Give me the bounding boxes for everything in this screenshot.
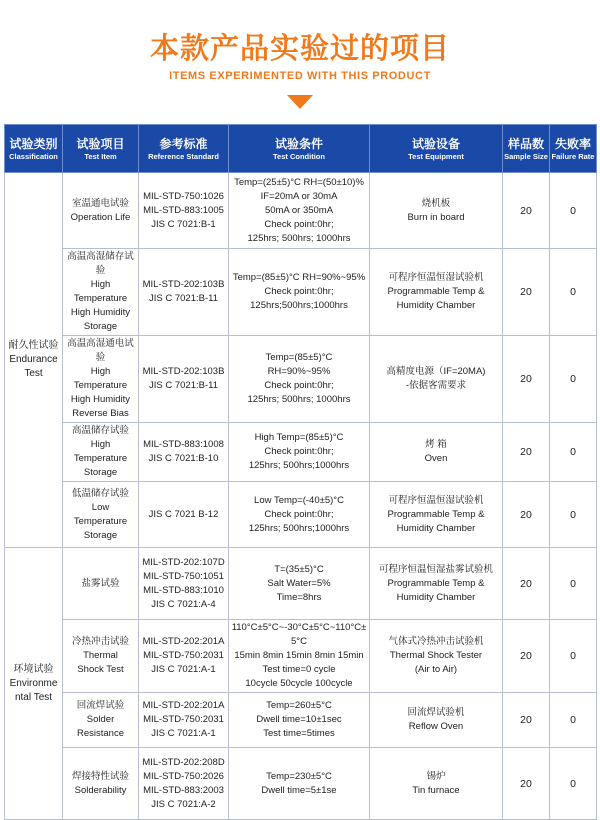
column-header-cn: 试验设备 (411, 136, 460, 151)
equipment-line: Tin furnace (412, 784, 460, 796)
sample-size-cell: 20 (503, 748, 550, 820)
condition-line: 10cycle 50cycle 100cycle (245, 678, 353, 689)
standard-line: MIL-STD-750:1051 (143, 570, 224, 582)
column-header (5, 125, 63, 173)
condition-line: 110°C±5°C~-30°C±5°C~110°C±5°C (231, 622, 367, 647)
standard-line: JIS C 7021:B-11 (148, 380, 218, 391)
column-header-en: Reference Standard (148, 151, 219, 161)
page-header (0, 0, 600, 122)
standard-cell (139, 249, 229, 336)
condition-line: Test time=0 cycle (262, 664, 336, 675)
condition-line: Temp=(85±5)°C RH=90%~95% (232, 272, 366, 283)
column-header-cn: 试验类别 (9, 136, 58, 151)
standard-line: JIS C 7021 B-12 (148, 508, 219, 520)
condition-line: 125hrs; 500hrs;1000hrs (248, 522, 350, 534)
condition-line: 125hrs; 500hrs; 1000hrs (247, 394, 351, 405)
equipment-cell (370, 336, 503, 423)
standard-line: MIL-STD-883:1005 (143, 204, 224, 216)
standard-cell (139, 482, 229, 548)
condition-line: Temp=230±5°C (266, 770, 332, 782)
test-item-line: High Humidity (70, 307, 131, 318)
standard-cell (139, 693, 229, 748)
standard-line: JIS C 7021:A-1 (151, 664, 216, 675)
standard-line: JIS C 7021:B-10 (148, 453, 219, 464)
column-header (229, 125, 370, 173)
test-item-line: 高温高湿通电试验 (67, 338, 134, 363)
standard-line: JIS C 7021:B-1 (151, 218, 216, 230)
failure-rate-cell: 0 (550, 249, 597, 336)
equipment-line: 回流焊试验机 (407, 707, 465, 718)
standard-line: MIL-STD-202:201A (142, 636, 225, 647)
condition-line: High Temp=(85±5)°C (254, 432, 344, 443)
table-row (5, 173, 597, 249)
equipment-line: Programmable Temp & (387, 286, 485, 297)
standard-line: JIS C 7021:A-4 (151, 598, 216, 610)
condition-line: Check point:0hr; (264, 508, 334, 520)
equipment-line: 可程序恒温恒湿盐雾试验机 (378, 563, 493, 575)
standard-cell (139, 173, 229, 249)
equipment-line: Burn in board (407, 211, 465, 223)
equipment-line: Oven (424, 453, 448, 464)
test-item-cell (63, 173, 139, 249)
failure-rate-cell: 0 (550, 748, 597, 820)
table-row (5, 620, 597, 693)
column-header (63, 125, 139, 173)
failure-rate-cell: 0 (550, 423, 597, 482)
condition-line: 50mA or 350mA (264, 204, 334, 216)
standard-line: MIL-STD-202:201A (142, 700, 225, 711)
table-header-row (5, 125, 597, 173)
equipment-cell (370, 548, 503, 620)
condition-line: Low Temp=(-40±5)°C (254, 494, 344, 506)
condition-line: RH=90%~95% (267, 366, 331, 377)
standard-line: JIS C 7021:B-11 (148, 293, 218, 304)
failure-rate-cell: 0 (550, 548, 597, 620)
test-item-cell (63, 336, 139, 423)
test-item-line: 盐雾试验 (81, 577, 120, 589)
column-header (503, 125, 550, 173)
column-header-en: Classification (9, 151, 58, 161)
condition-line: Dwell time=5±1se (261, 784, 337, 796)
table-row (5, 336, 597, 423)
test-item-line: 低温储存试验 (71, 487, 129, 499)
column-header (370, 125, 503, 173)
test-item-line: Shock Test (77, 664, 124, 675)
table-body (5, 173, 597, 820)
test-item-line: Reverse Bias (72, 408, 129, 419)
column-header-en: Test Condition (273, 151, 325, 161)
test-item-line: Low Temperature (73, 501, 128, 527)
column-header-en: Failure Rate (551, 151, 595, 161)
equipment-line: Humidity Chamber (396, 522, 476, 534)
condition-line: Check point:0hr; (264, 286, 334, 297)
equipment-cell (370, 748, 503, 820)
test-item-line: Solder Resistance (77, 714, 124, 739)
equipment-line: Reflow Oven (408, 721, 464, 732)
equipment-line: 烤 箱 (425, 439, 447, 450)
condition-cell (229, 748, 370, 820)
condition-line: 125hrs; 500hrs; 1000hrs (247, 232, 351, 244)
condition-line: Test time=5times (263, 728, 335, 739)
sample-size-cell: 20 (503, 336, 550, 423)
standard-line: MIL-STD-750:2031 (143, 714, 224, 725)
condition-line: Temp=260±5°C (266, 700, 332, 711)
table-row (5, 482, 597, 548)
test-item-line: Thermal (83, 650, 118, 661)
failure-rate-cell: 0 (550, 693, 597, 748)
page-subtitle: ITEMS EXPERIMENTED WITH THIS PRODUCT (169, 70, 431, 82)
standard-cell (139, 336, 229, 423)
sample-size-cell: 20 (503, 548, 550, 620)
standard-line: MIL-STD-202:208D (142, 756, 225, 768)
standard-line: JIS C 7021:A-2 (151, 798, 216, 810)
sample-size-cell: 20 (503, 482, 550, 548)
category-line: 耐久性试验 (8, 340, 59, 351)
equipment-line: 高精度电源（IF=20MA) (386, 366, 486, 377)
equipment-line: 可程序恒温恒湿试验机 (388, 272, 484, 283)
equipment-line: Programmable Temp & (387, 508, 485, 520)
condition-line: Temp=(85±5)°C (265, 352, 333, 363)
table-row (5, 423, 597, 482)
category-line: Test (24, 368, 43, 379)
column-header-cn: 失败率 (554, 136, 591, 151)
condition-line: Check point:0hr; (264, 380, 334, 391)
category-line: 环境试验 (13, 663, 54, 675)
condition-cell (229, 336, 370, 423)
category-cell (5, 548, 63, 820)
failure-rate-cell: 0 (550, 173, 597, 249)
equipment-cell (370, 423, 503, 482)
test-item-line: Storage (83, 321, 118, 332)
standard-line: MIL-STD-202:103B (142, 366, 225, 377)
test-item-cell (63, 620, 139, 693)
condition-cell (229, 423, 370, 482)
condition-cell (229, 482, 370, 548)
standard-line: MIL-STD-750:1026 (143, 190, 224, 202)
standard-cell (139, 548, 229, 620)
test-item-line: High Humidity (70, 394, 131, 405)
equipment-line: Programmable Temp & (387, 577, 485, 589)
column-header (139, 125, 229, 173)
standard-line: MIL-STD-883:2003 (143, 784, 224, 796)
test-item-line: High Temperature (73, 439, 128, 464)
test-item-line: High Temperature (73, 279, 128, 304)
test-item-line: Storage (83, 529, 118, 541)
condition-line: Dwell time=10±1sec (256, 714, 342, 725)
standard-line: MIL-STD-750:2031 (143, 650, 224, 661)
condition-line: Temp=(25±5)°C RH=(50±10)% (234, 176, 364, 188)
condition-line: Time=8hrs (276, 591, 322, 603)
condition-line: Check point:0hr; (264, 446, 334, 457)
column-header-en: Sample Size (504, 151, 548, 161)
equipment-line: 气体式冷热冲击试验机 (388, 636, 484, 647)
standard-line: MIL-STD-883:1008 (143, 439, 224, 450)
standard-cell (139, 748, 229, 820)
condition-line: Salt Water=5% (267, 577, 331, 589)
test-item-line: 室温通电试验 (71, 197, 129, 209)
standard-line: MIL-STD-750:2026 (143, 770, 224, 782)
test-item-cell (63, 249, 139, 336)
sample-size-cell: 20 (503, 423, 550, 482)
sample-size-cell: 20 (503, 620, 550, 693)
test-item-line: Storage (83, 467, 118, 478)
category-line: Endurance (9, 354, 58, 365)
equipment-line: -依据客需要求 (405, 380, 467, 391)
standard-line: MIL-STD-883:1010 (143, 584, 224, 596)
equipment-line: Thermal Shock Tester (389, 650, 483, 661)
standard-line: JIS C 7021:A-1 (151, 728, 216, 739)
test-item-line: 高温储存试验 (71, 425, 129, 436)
condition-line: 125hrs;500hrs;1000hrs (250, 300, 348, 311)
column-header-en: Test Item (84, 151, 117, 161)
condition-cell (229, 173, 370, 249)
standard-line: MIL-STD-202:103B (142, 279, 225, 290)
standard-cell (139, 423, 229, 482)
test-item-cell (63, 482, 139, 548)
condition-line: IF=20mA or 30mA (260, 190, 338, 202)
equipment-cell (370, 173, 503, 249)
sample-size-cell: 20 (503, 173, 550, 249)
equipment-cell (370, 482, 503, 548)
test-item-line: 冷热冲击试验 (71, 636, 129, 647)
condition-cell (229, 693, 370, 748)
condition-line: Check point:0hr; (264, 218, 334, 230)
condition-cell (229, 620, 370, 693)
down-arrow-icon (287, 95, 313, 109)
page-title: 本款产品实验过的项目 (149, 31, 450, 65)
column-header-cn: 参考标准 (159, 136, 208, 151)
condition-line: 125hrs; 500hrs;1000hrs (248, 460, 350, 471)
test-item-cell (63, 748, 139, 820)
equipment-cell (370, 249, 503, 336)
standard-cell (139, 620, 229, 693)
failure-rate-cell: 0 (550, 482, 597, 548)
test-item-line: High Temperature (73, 366, 128, 391)
test-item-line: 焊接特性试验 (71, 770, 129, 782)
test-item-line: Operation Life (70, 211, 131, 223)
test-item-cell (63, 693, 139, 748)
condition-cell (229, 249, 370, 336)
category-line: ntal Test (14, 691, 53, 703)
category-cell (5, 173, 63, 548)
condition-line: T=(35±5)°C (274, 563, 324, 575)
table-row (5, 249, 597, 336)
column-header-cn: 试验条件 (274, 136, 323, 151)
column-header-cn: 样品数 (507, 136, 544, 151)
test-item-cell (63, 548, 139, 620)
table-row (5, 748, 597, 820)
standard-line: MIL-STD-202:107D (142, 556, 225, 568)
column-header-en: Test Equipment (408, 151, 464, 161)
equipment-line: 锡炉 (426, 770, 446, 782)
test-item-cell (63, 423, 139, 482)
equipment-cell (370, 620, 503, 693)
test-item-line: 高温高湿储存试验 (67, 251, 134, 276)
table-row (5, 693, 597, 748)
test-item-line: Solderability (74, 784, 127, 796)
condition-cell (229, 548, 370, 620)
equipment-line: (Air to Air) (414, 664, 458, 675)
condition-line: 15min 8min 15min 8min 15min (234, 650, 364, 661)
column-header-cn: 试验项目 (76, 136, 125, 151)
column-header (550, 125, 597, 173)
failure-rate-cell: 0 (550, 336, 597, 423)
table-row (5, 548, 597, 620)
test-items-table (4, 124, 597, 820)
equipment-cell (370, 693, 503, 748)
category-line: Environme (9, 677, 58, 689)
test-item-line: 回流焊试验 (76, 700, 125, 711)
sample-size-cell: 20 (503, 693, 550, 748)
equipment-line: Humidity Chamber (396, 591, 476, 603)
equipment-line: 烧机板 (421, 197, 451, 209)
equipment-line: 可程序恒温恒湿试验机 (388, 494, 484, 506)
failure-rate-cell: 0 (550, 620, 597, 693)
sample-size-cell: 20 (503, 249, 550, 336)
equipment-line: Humidity Chamber (396, 300, 476, 311)
